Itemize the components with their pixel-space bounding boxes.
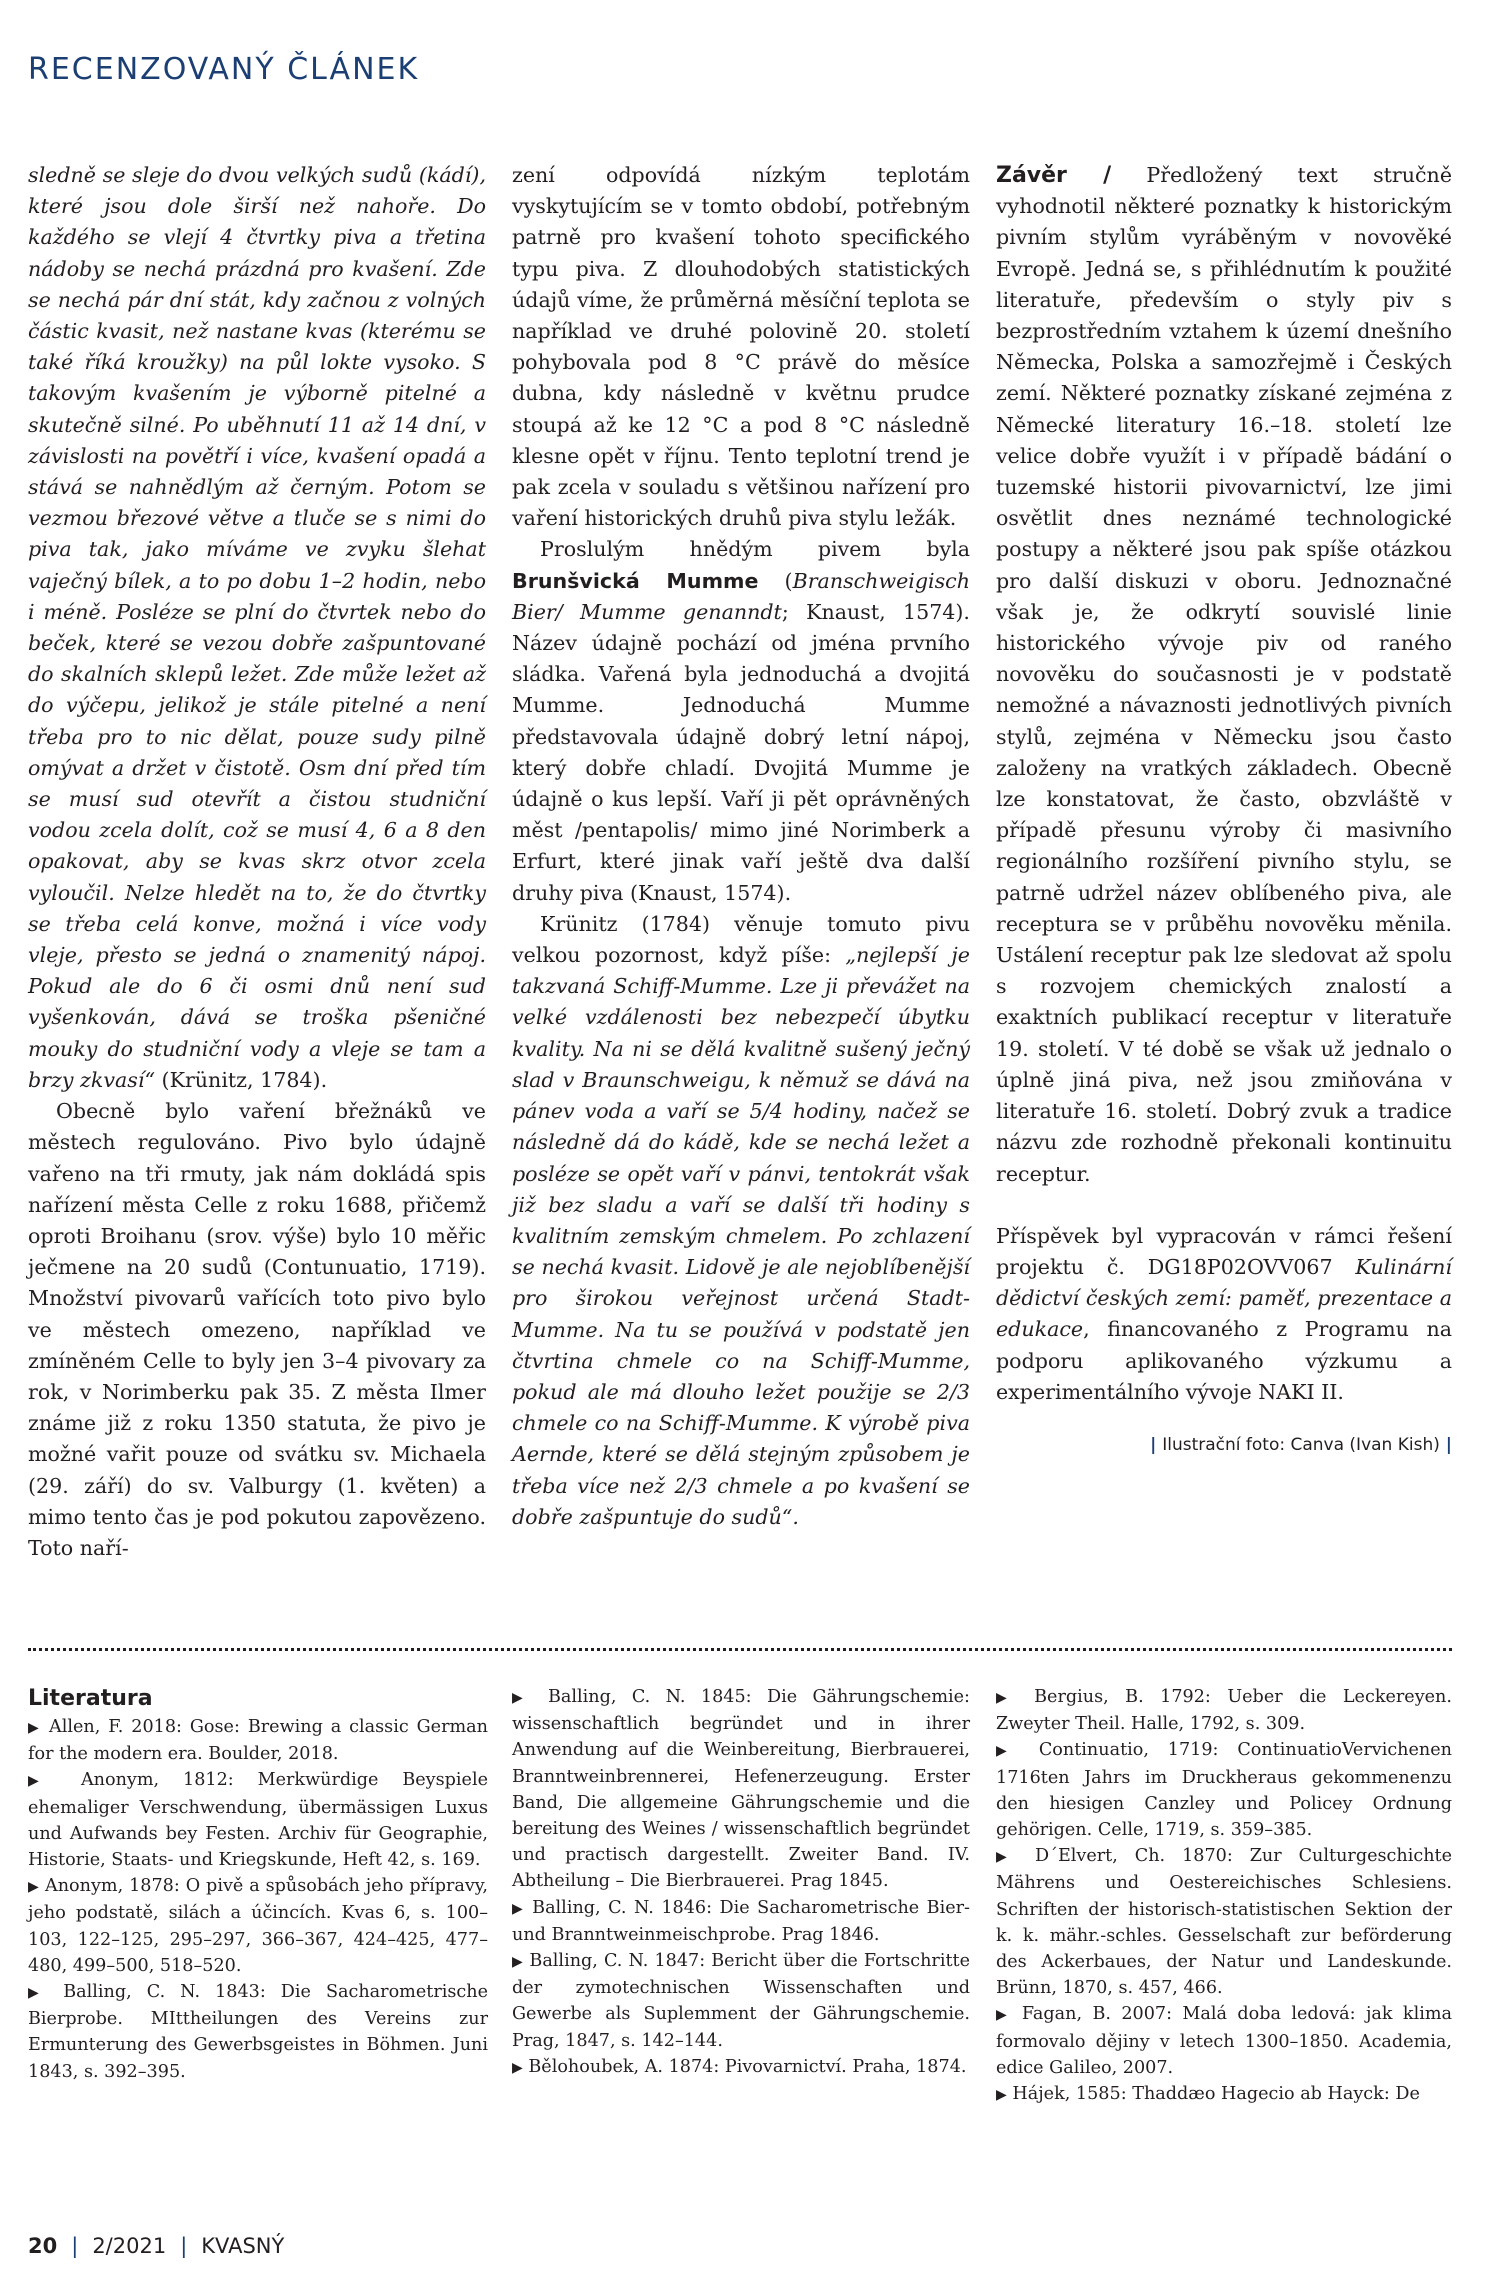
reference-item: ▶ Balling, C. N. 1843: Die Sacharometrische Bierprobe. MIttheilungen des Vereins zur Ermunterung des Gewerbsgeistes in Böhmen. Juni 1843, s. 392–395.: [28, 1982, 488, 2082]
triangle-bullet-icon: ▶: [996, 2007, 1012, 2024]
paragraph: zení odpovídá nízkým teplotám vyskytujícím se v tomto období, potřebným patrně pro kvašení tohoto specifického typu piva. Z dlouhodobých statistických údajů víme, že průměrná měsíční teplota se například ve druhé polovině 20. století pohybovala pod 8 °C právě do měsíce dubna, kdy následně v květnu prudce stoupá až ke 12 °C a pod 8 °C následně klesne opět v říjnu. Tento teplotní trend je pak zcela v souladu s většinou nařízení pro vaření historických druhů piva stylu ležák.: [512, 163, 970, 531]
triangle-bullet-icon: ▶: [996, 1690, 1018, 1706]
triangle-bullet-icon: ▶: [512, 2059, 523, 2076]
triangle-bullet-icon: ▶: [28, 1720, 42, 1736]
reference-item: ▶ Bergius, B. 1792: Ueber die Leckereyen. Zweyter Theil. Halle, 1792, s. 309.: [996, 1687, 1452, 1735]
references-column-2: [512, 1684, 970, 2081]
project-title: Kulinární dědictví českých zemí: paměť, prezentace a edukace: [996, 1254, 1452, 1342]
triangle-bullet-icon: ▶: [512, 1954, 524, 1971]
triangle-bullet-icon: ▶: [28, 1879, 40, 1896]
paragraph: Obecně bylo vaření břežnáků ve městech regulováno. Pivo bylo údajně vařeno na tři rmuty, jak nám dokládá spis nařízení města Celle z roku 1688, přičemž oproti Broihanu (srov. výše) bylo 10 měřic ječmene na 20 sudů (Contunuatio, 1719). Množství pivovarů vařících toto pivo bylo ve městech omezeno, například ve zmíněném Celle to byly jen 3–4 pivovary za rok, v Norimberku pak 35. Z města Ilmer známe již z roku 1350 statuta, že pivo je možné vařit pouze od svátku sv. Michaela (29. září) do sv. Valburgy (1. květen) a mimo tento čas je pod pokutou zapovězeno. Toto naří-: [28, 1099, 486, 1560]
citation: (Krünitz, 1784).: [154, 1067, 328, 1092]
text-run: , financovaného z Programu na podporu aplikovaného výzkumu a experimentálního vývoje NAKI II.: [996, 1317, 1452, 1404]
reference-item: ▶ Balling, C. N. 1845: Die Gährungschemie: wissenschaftlich begründet und in ihrer Anwendung auf die Weinbereitung, Bierbrauerei, Branntweinbrennerei, Hefenerzeugung. Erster Band, Die allgemeine Gährungschemie und die bereitung des Weines / wissenschaftlich begründet und practisch dargestellt. Zweiter Band. IV. Abtheilung – Die Bierbrauerei. Prag 1845.: [512, 1687, 970, 1892]
page-number: 20: [28, 2234, 58, 2258]
page-footer: 20 | 2/2021 | KVASNÝ: [28, 2234, 285, 2258]
triangle-bullet-icon: ▶: [28, 1773, 58, 1790]
reference-item: ▶ Hájek, 1585: Thaddæo Hagecio ab Hayck: De: [996, 2084, 1420, 2105]
photo-credit-text: Ilustrační foto: Canva (Ivan Kish): [1162, 1434, 1440, 1455]
references-column-1: [28, 1684, 488, 2085]
conclusion-text: Předložený text stručně vyhodnotil některé poznatky k historickým pivním stylům vyráběným v novověké Evropě. Jedná se, s přihlédnutím k použité literatuře, především o styly piv s bezprostředním vztahem k území dnešního Německa, Polska a samozřejmě i Českých zemí. Některé poznatky získané zejména z Německé literatury 16.–18. století lze velice dobře využít i v případě bádání o tuzemské historii pivovarnictví, lze jimi osvětlit dnes neznámé technologické postupy a některé jsou pak spíše otázkou pro další diskuzi v oboru. Jednoznačné však je, že odkrytí souvislé linie historického vývoje piv od raného novověku do současnosti je v podstatě nemožné a návaznosti jednotlivých pivních stylů, zejména v Německu jsou často založeny na vratkých základech. Obecně lze konstatovat, že často, obzvláště v případě přesunu výroby či masivního regionálního rozšíření pivního stylu, se patrně udržel název oblíbeného piva, ale receptura se v průběhu novověku měnila. Ustálení receptur pak lze sledovat až spolu s rozvojem chemických znalostí a exaktních publikací receptur v literatuře 19. století. V té době se však už jednalo o úplně jiná piva, než jsou zmiňována v literatuře 16. století. Dobrý zvuk a tradice názvu zde rozhodně překonali kontinuitu receptur.: [996, 163, 1453, 1186]
reference-item: ▶ Balling, C. N. 1847: Bericht über die Fortschritte der zymotechnischen Wissenschaften und Gewerbe als Suplemment der Gährungschemie. Prag, 1847, s. 142–144.: [512, 1951, 971, 2051]
reference-item: ▶ Continuatio, 1719: ContinuatioVervichenen 1716ten Jahrs im Druckheraus gekommenenzu den hiesigen Canzley und Policey Ordnung gehörigen. Celle, 1719, s. 359–385.: [996, 1740, 1452, 1841]
triangle-bullet-icon: ▶: [996, 1743, 1021, 1760]
reference-item: ▶ Allen, F. 2018: Gose: Brewing a classic German for the modern era. Boulder, 2018.: [28, 1717, 488, 1765]
text-run: Proslulým hnědým pivem byla: [540, 537, 970, 562]
beer-name: Brunšvická Mumme: [512, 568, 759, 593]
reference-item: ▶ Anonym, 1878: O pivě a spůsobách jeho přípravy, jeho podstatě, silách a účincích. Kvas 6, s. 100–103, 122–125, 295–297, 366–367, 424–425, 477–480, 499–500, 518–520.: [28, 1876, 488, 1976]
text-run: Krünitz (1784) věnuje tomuto pivu velkou pozornost, když píše:: [512, 911, 970, 968]
acknowledgement: [996, 1221, 1452, 1408]
triangle-bullet-icon: ▶: [996, 1849, 1019, 1866]
references-column-3: [996, 1684, 1452, 2108]
triangle-bullet-icon: ▶: [512, 1900, 525, 1917]
paragraph: [512, 534, 970, 908]
issue-number: 2/2021: [92, 2234, 167, 2258]
references-heading: Literatura: [28, 1686, 153, 1711]
triangle-bullet-icon: ▶: [28, 1985, 49, 2002]
triangle-bullet-icon: ▶: [512, 1690, 533, 1706]
reference-item: ▶ Anonym, 1812: Merkwürdige Beyspiele ehemaliger Verschwendung, übermässigen Luxus und Aufwands bey Festen. Archiv für Geographie, Historie, Staats- und Kriegskunde, Heft 42, s. 169.: [28, 1770, 488, 1871]
quoted-text: „nejlepší je takzvaná Schiff-Mumme. Lze ji převážet na velké vzdálenosti bez nebezpečí úbytku kvality. Na ni se dělá kvalitně sušený ječný slad v Braunschweigu, k němuž se dává na pánev voda a vaří se 5/4 hodiny, načež se následně dá do kádě, kde se nechá ležet a posléze se opět vaří v pánvi, tentokrát však již bez sladu a vaří se další tři hodiny s kvalitním zemským chmelem. Po zchlazení se nechá kvasit. Lidově je ale nejoblíbenější pro širokou veřejnost určená Stadt-Mumme. Na tu se používá v podstatě jen čtvrtina chmele co na Schiff-Mumme, pokud ale má dlouho ležet použije se 2/3 chmele co na Schiff-Mumme. K výrobě piva Aernde, které se dělá stejným způsobem je třeba více než 2/3 chmele a po kvašení se dobře zašpuntuje do sudů“.: [512, 943, 970, 1529]
triangle-bullet-icon: ▶: [996, 2087, 1007, 2104]
article-column-2: [512, 160, 970, 1533]
reference-item: ▶ D´Elvert, Ch. 1870: Zur Culturgeschichte Mährens und Oestereichisches Schlesiens. Schriften der historisch-statistischen Sektion der k. k. mähr.-schles. Gesselschaft zur beförderung des Ackerbaues, der Natur und Landeskunde. Brünn, 1870, s. 457, 466.: [996, 1846, 1453, 1999]
reference-item: ▶ Balling, C. N. 1846: Die Sacharometrische Bier- und Branntweinmeischprobe. Prag 1846.: [512, 1897, 970, 1945]
journal-name: KVASNÝ: [201, 2234, 285, 2258]
original-title: Branschweigisch Bier/ Mumme genanndt: [512, 568, 970, 624]
reference-item: ▶ Bělohoubek, A. 1874: Pivovarnictví. Praha, 1874.: [512, 2056, 967, 2077]
section-label: RECENZOVANÝ ČLÁNEK: [28, 52, 420, 87]
reference-item: ▶ Fagan, B. 2007: Malá doba ledová: jak klima formovalo dějiny v letech 1300–1850. Academia, edice Galileo, 2007.: [996, 2004, 1453, 2078]
text-run: Příspěvek byl vypracován v rámci řešení projektu č. DG18P02OVV067: [996, 1223, 1452, 1279]
article-column-3: [996, 160, 1452, 1461]
photo-credit: | Ilustrační foto: Canva (Ivan Kish) |: [1150, 1434, 1452, 1455]
paragraph: [512, 909, 970, 1533]
quoted-text: sledně se sleje do dvou velkých sudů (kádí), které jsou dole širší než nahoře. Do každého se vlejí 4 čtvrtky piva a třetina nádoby se nechá prázdná pro kvašení. Zde se nechá pár dní stát, kdy začnou z volných částic kvasit, než nastane kvas (kterému se také říká kroužky) na půl lokte vysoko. S takovým kvašením je výborně pitelné a skutečně silné. Po uběhnutí 11 až 14 dní, v závislosti na povětří i více, kvašení opadá a stává se nahnědlým až černým. Potom se vezmou březové větve a tluče se s nimi do piva tak, jako míváme ve zvyku šlehat vaječný bílek, a to po dobu 1–2 hodin, nebo i méně. Posléze se plní do čtvrtek nebo do beček, které se vezou dobře zašpuntované do skalních sklepů ležet. Zde může ležet až do výčepu, jelikož je stále pitelné a není třeba pro to nic dělat, pouze sudy pilně omývat a držet v čistotě. Osm dní před tím se musí sud otevřít a čistou studniční vodou zcela dolít, což se musí 4, 6 a 8 den opakovat, aby se kvas skrz otvor zcela vyloučil. Nelze hledět na to, že do čtvrtky se třeba celá konve, možná i více vody vleje, přesto se jedná o znamenitý nápoj. Pokud ale do 6 či osmi dnů není sud vyšenkován, dává se troška pšeničné mouky do studniční vody a vleje se tam a brzy zkvasí“: [28, 163, 486, 1092]
text-run: ; Knaust, 1574). Název údajně pochází od jména prvního sládka. Vařená byla jednoduchá a dvojitá Mumme. Jednoduchá Mumme představovala údajně dobrý letní nápoj, který dobře chladí. Dvojitá Mumme je údajně o kus lepší. Vaří ji pět oprávněných měst /pentapolis/ mimo jiné Norimberk a Erfurt, které jinak vaří ještě dva další druhy piva (Knaust, 1574).: [512, 599, 970, 905]
dotted-divider: [28, 1648, 1452, 1651]
paragraph: [28, 160, 486, 1096]
conclusion-heading: Závěr /: [996, 163, 1112, 188]
article-column-1: [28, 160, 486, 1564]
text-run: (: [758, 568, 793, 593]
conclusion-paragraph: [996, 160, 1452, 1190]
